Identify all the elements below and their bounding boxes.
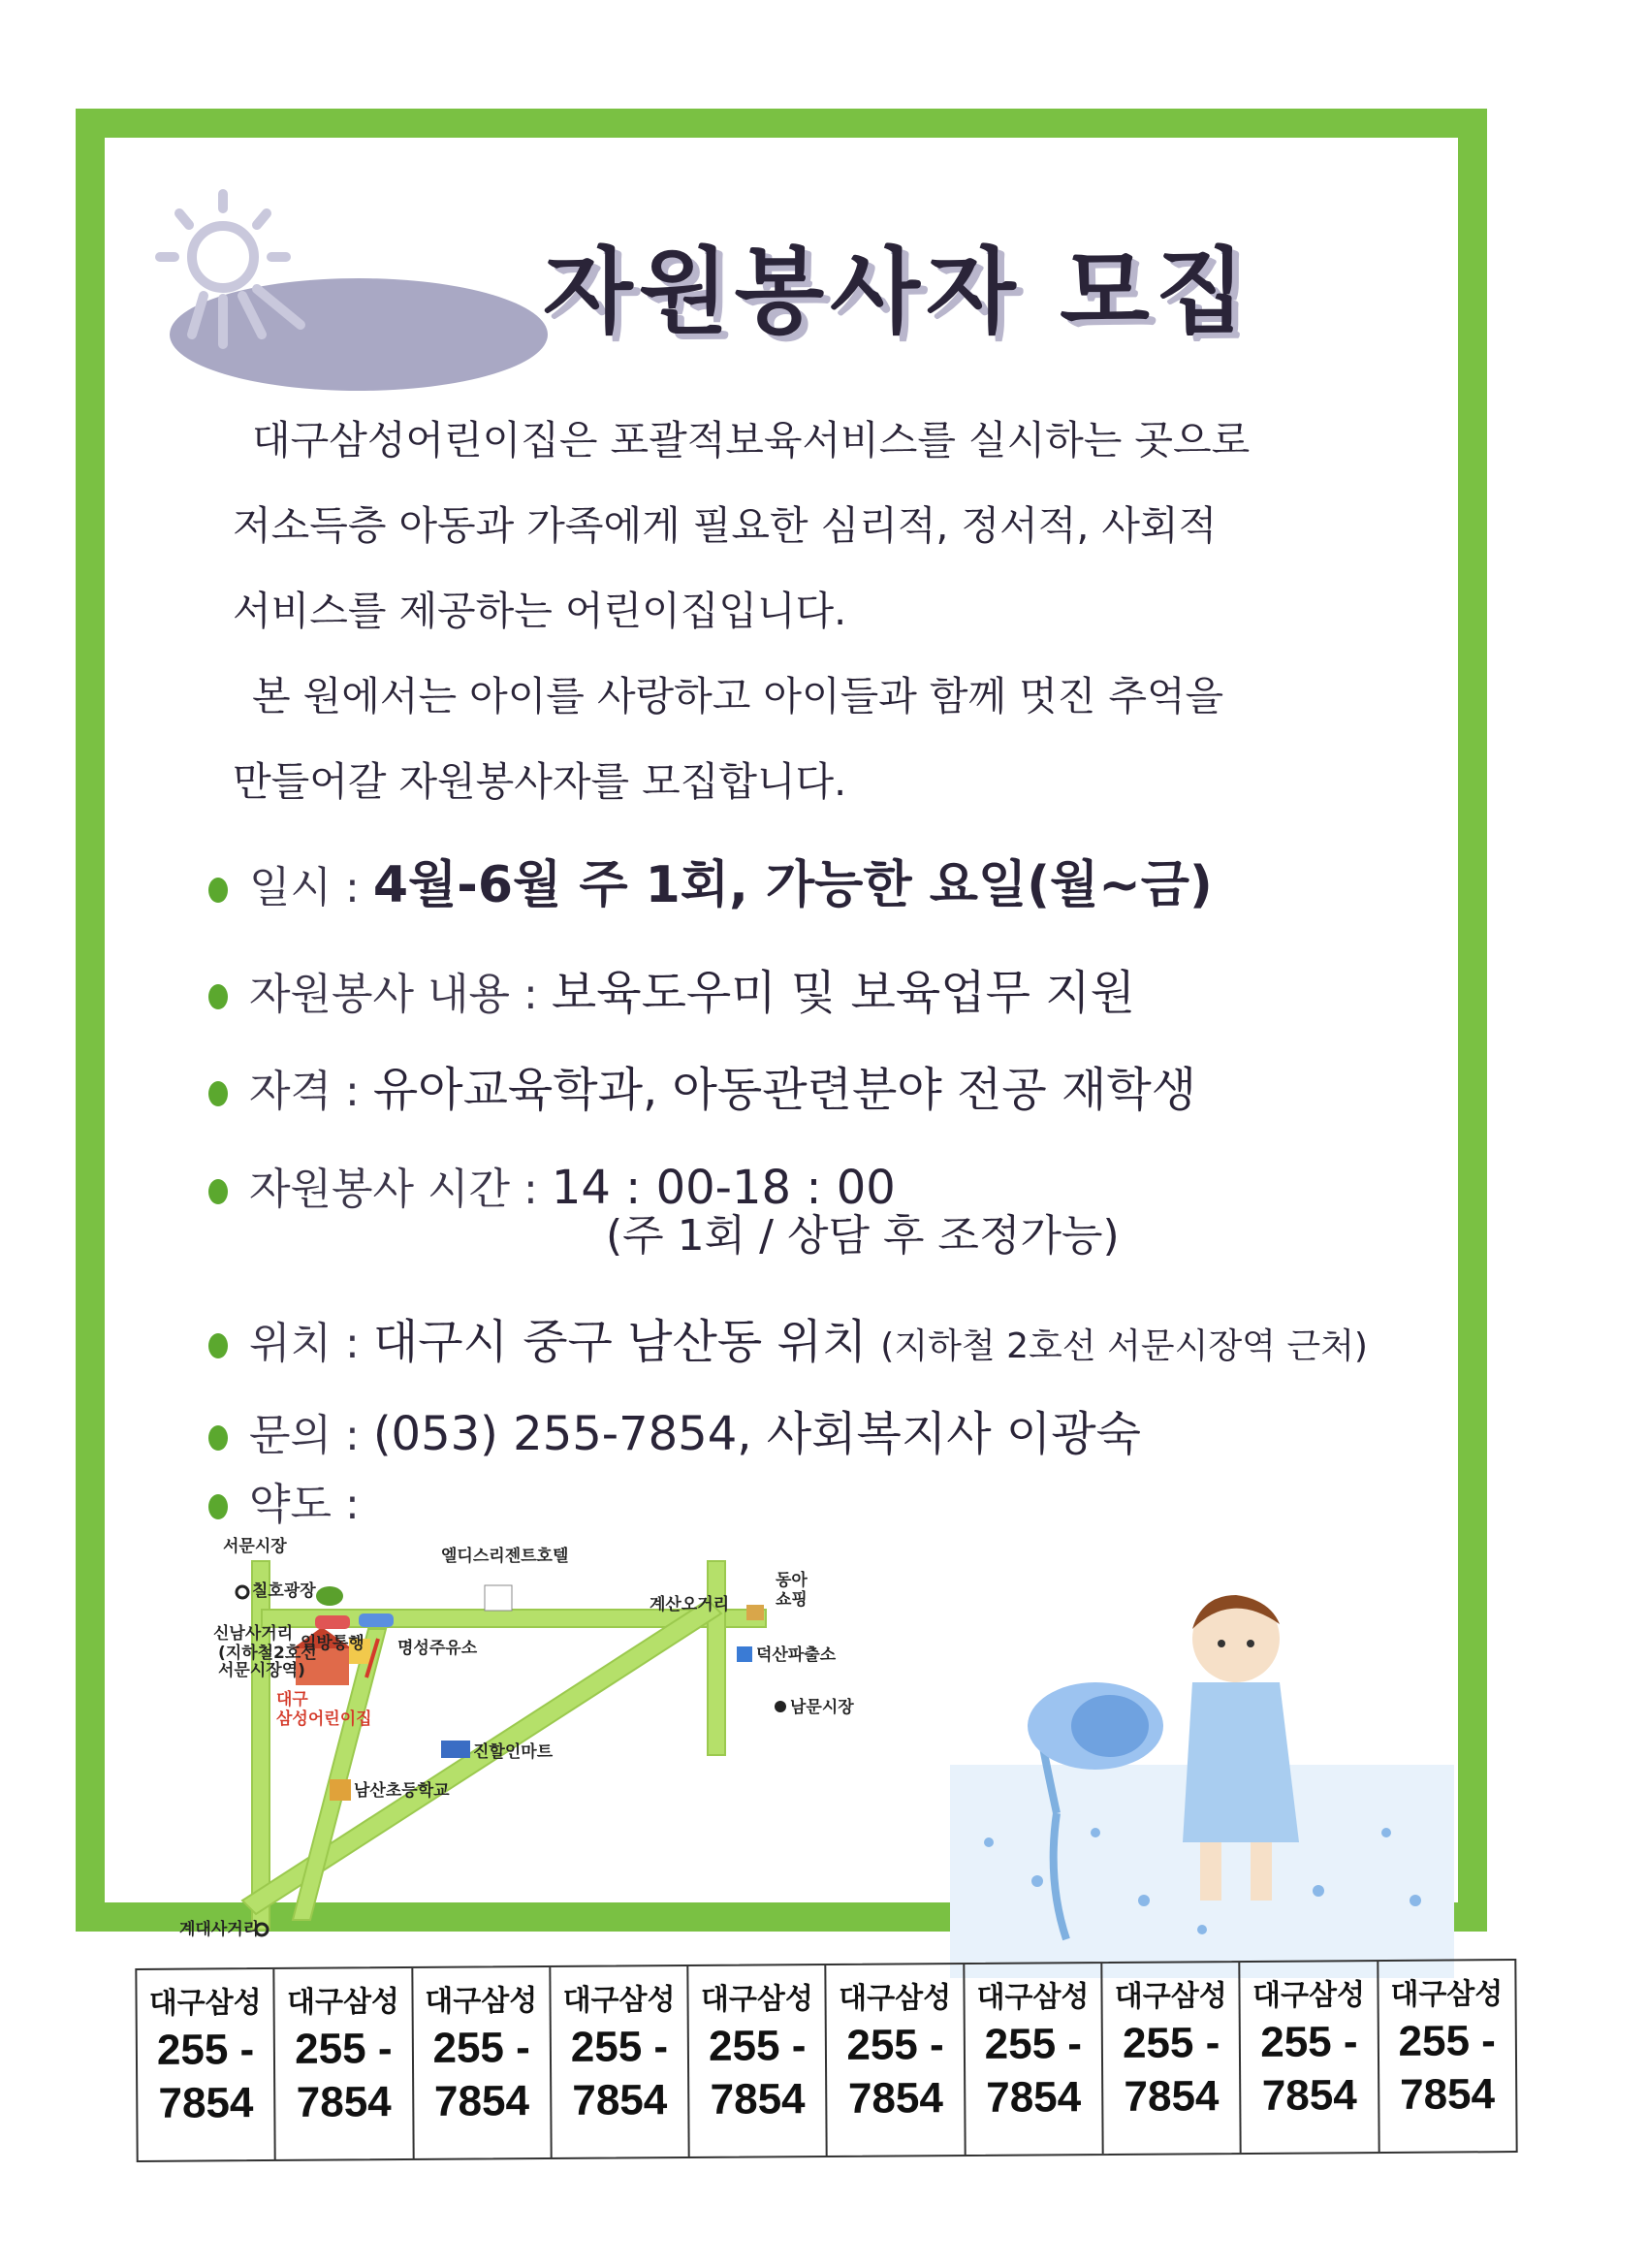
location-map bbox=[179, 1532, 998, 1939]
detail-map-label: 약도 : bbox=[208, 1469, 1469, 1531]
detail-location: 위치 : 대구시 중구 남산동 위치 (지하철 2호선 서문시장역 근처) bbox=[208, 1304, 1469, 1371]
map-label: 칠호광장 bbox=[252, 1581, 316, 1601]
map-label: 명성주유소 bbox=[397, 1639, 478, 1658]
bullet-icon bbox=[208, 1425, 228, 1451]
location-note: (지하철 2호선 서문시장역 근처) bbox=[880, 1326, 1368, 1366]
tear-tab[interactable]: 대구삼성 255 - 7854 bbox=[275, 1968, 415, 2159]
tear-tab[interactable]: 대구삼성 255 - 7854 bbox=[137, 1969, 276, 2160]
map-label: 남산초등학교 bbox=[354, 1781, 450, 1801]
tear-tab[interactable]: 대구삼성 255 - 7854 bbox=[413, 1967, 553, 2158]
intro-line: 본 원에서는 아이를 사랑하고 아이들과 함께 멋진 추억을 bbox=[252, 673, 1224, 719]
map-label: 계산오거리 bbox=[650, 1595, 730, 1614]
map-label: (지하철2호선 bbox=[218, 1644, 317, 1663]
map-label: 대구 bbox=[276, 1690, 308, 1709]
detail-date: 일시 : 4월-6월 주 1회, 가능한 요일(월~금) bbox=[208, 844, 1469, 916]
tear-tab[interactable]: 대구삼성 255 - 7854 bbox=[689, 1965, 829, 2156]
map-label: 쇼핑 bbox=[776, 1590, 808, 1610]
map-label: 신남사거리 bbox=[213, 1624, 294, 1644]
bullet-icon bbox=[208, 1494, 228, 1519]
intro-line: 대구삼성어린이집은 포괄적보육서비스를 실시하는 곳으로 bbox=[252, 417, 1251, 463]
bullet-icon bbox=[208, 1081, 228, 1106]
poster-title: 자원봉사자 모집 bbox=[543, 238, 1252, 346]
map-label: 엘디스리젠트호텔 bbox=[441, 1547, 569, 1566]
tear-tab[interactable]: 대구삼성 255 - 7854 bbox=[1390, 1978, 1504, 2119]
map-label: 진할인마트 bbox=[473, 1742, 554, 1762]
detail-value: 유아교육학과, 아동관련분야 전공 재학생 bbox=[372, 1063, 1197, 1117]
detail-value: 보육도우미 및 보육업무 지원 bbox=[551, 966, 1136, 1020]
map-label: 남문시장 bbox=[790, 1698, 854, 1717]
tear-tab[interactable]: 대구삼성 255 - 7854 bbox=[1241, 1962, 1380, 2153]
map-label: 서문시장 bbox=[223, 1537, 287, 1556]
bullet-icon bbox=[208, 1179, 228, 1204]
detail-time: 자원봉사 시간 : 14 : 00-18 : 00 bbox=[208, 1154, 1469, 1216]
map-label: 덕산파출소 bbox=[756, 1645, 837, 1665]
map-label: 일방통행 bbox=[301, 1634, 364, 1653]
map-label: 동아 bbox=[776, 1571, 808, 1590]
tear-tab[interactable]: 대구삼성 255 - 7854 bbox=[827, 1965, 967, 2156]
map-label: 계대사거리 bbox=[179, 1920, 260, 1939]
bullet-icon bbox=[208, 878, 228, 903]
intro-line: 서비스를 제공하는 어린이집입니다. bbox=[233, 588, 847, 634]
map-label: 삼성어린이집 bbox=[276, 1709, 372, 1729]
detail-content: 자원봉사 내용 : 보육도우미 및 보육업무 지원 bbox=[208, 955, 1469, 1022]
time-note: (주 1회 / 상담 후 조정가능) bbox=[606, 1211, 1120, 1261]
map-label: 서문시장역) bbox=[218, 1661, 305, 1680]
intro-line: 만들어갈 자원봉사자를 모집합니다. bbox=[233, 758, 847, 805]
detail-value: 4월-6월 주 1회, 가능한 요일(월~금) bbox=[372, 856, 1213, 914]
detail-contact: 문의 : (053) 255-7854, 사회복지사 이광숙 bbox=[208, 1396, 1469, 1463]
child-flower-illustration bbox=[950, 1590, 1454, 1978]
detail-value: (053) 255-7854, 사회복지사 이광숙 bbox=[372, 1407, 1141, 1461]
detail-qualification: 자격 : 유아교육학과, 아동관련분야 전공 재학생 bbox=[208, 1052, 1469, 1119]
tear-tab[interactable]: 대구삼성 255 - 7854 bbox=[965, 1964, 1104, 2155]
tear-off-tabs bbox=[135, 1959, 1517, 2162]
bullet-icon bbox=[208, 1333, 228, 1358]
intro-line: 저소득층 아동과 가족에게 필요한 심리적, 정서적, 사회적 bbox=[233, 502, 1218, 549]
bullet-icon bbox=[208, 984, 228, 1009]
tear-tab[interactable]: 대구삼성 255 - 7854 bbox=[1102, 1963, 1242, 2154]
detail-value: 14 : 00-18 : 00 bbox=[551, 1161, 896, 1215]
detail-value: 대구시 중구 남산동 위치 bbox=[372, 1315, 868, 1369]
sun-icon bbox=[107, 175, 562, 407]
tear-tab[interactable]: 대구삼성 255 - 7854 bbox=[551, 1966, 690, 2157]
intro-text bbox=[233, 398, 1435, 824]
